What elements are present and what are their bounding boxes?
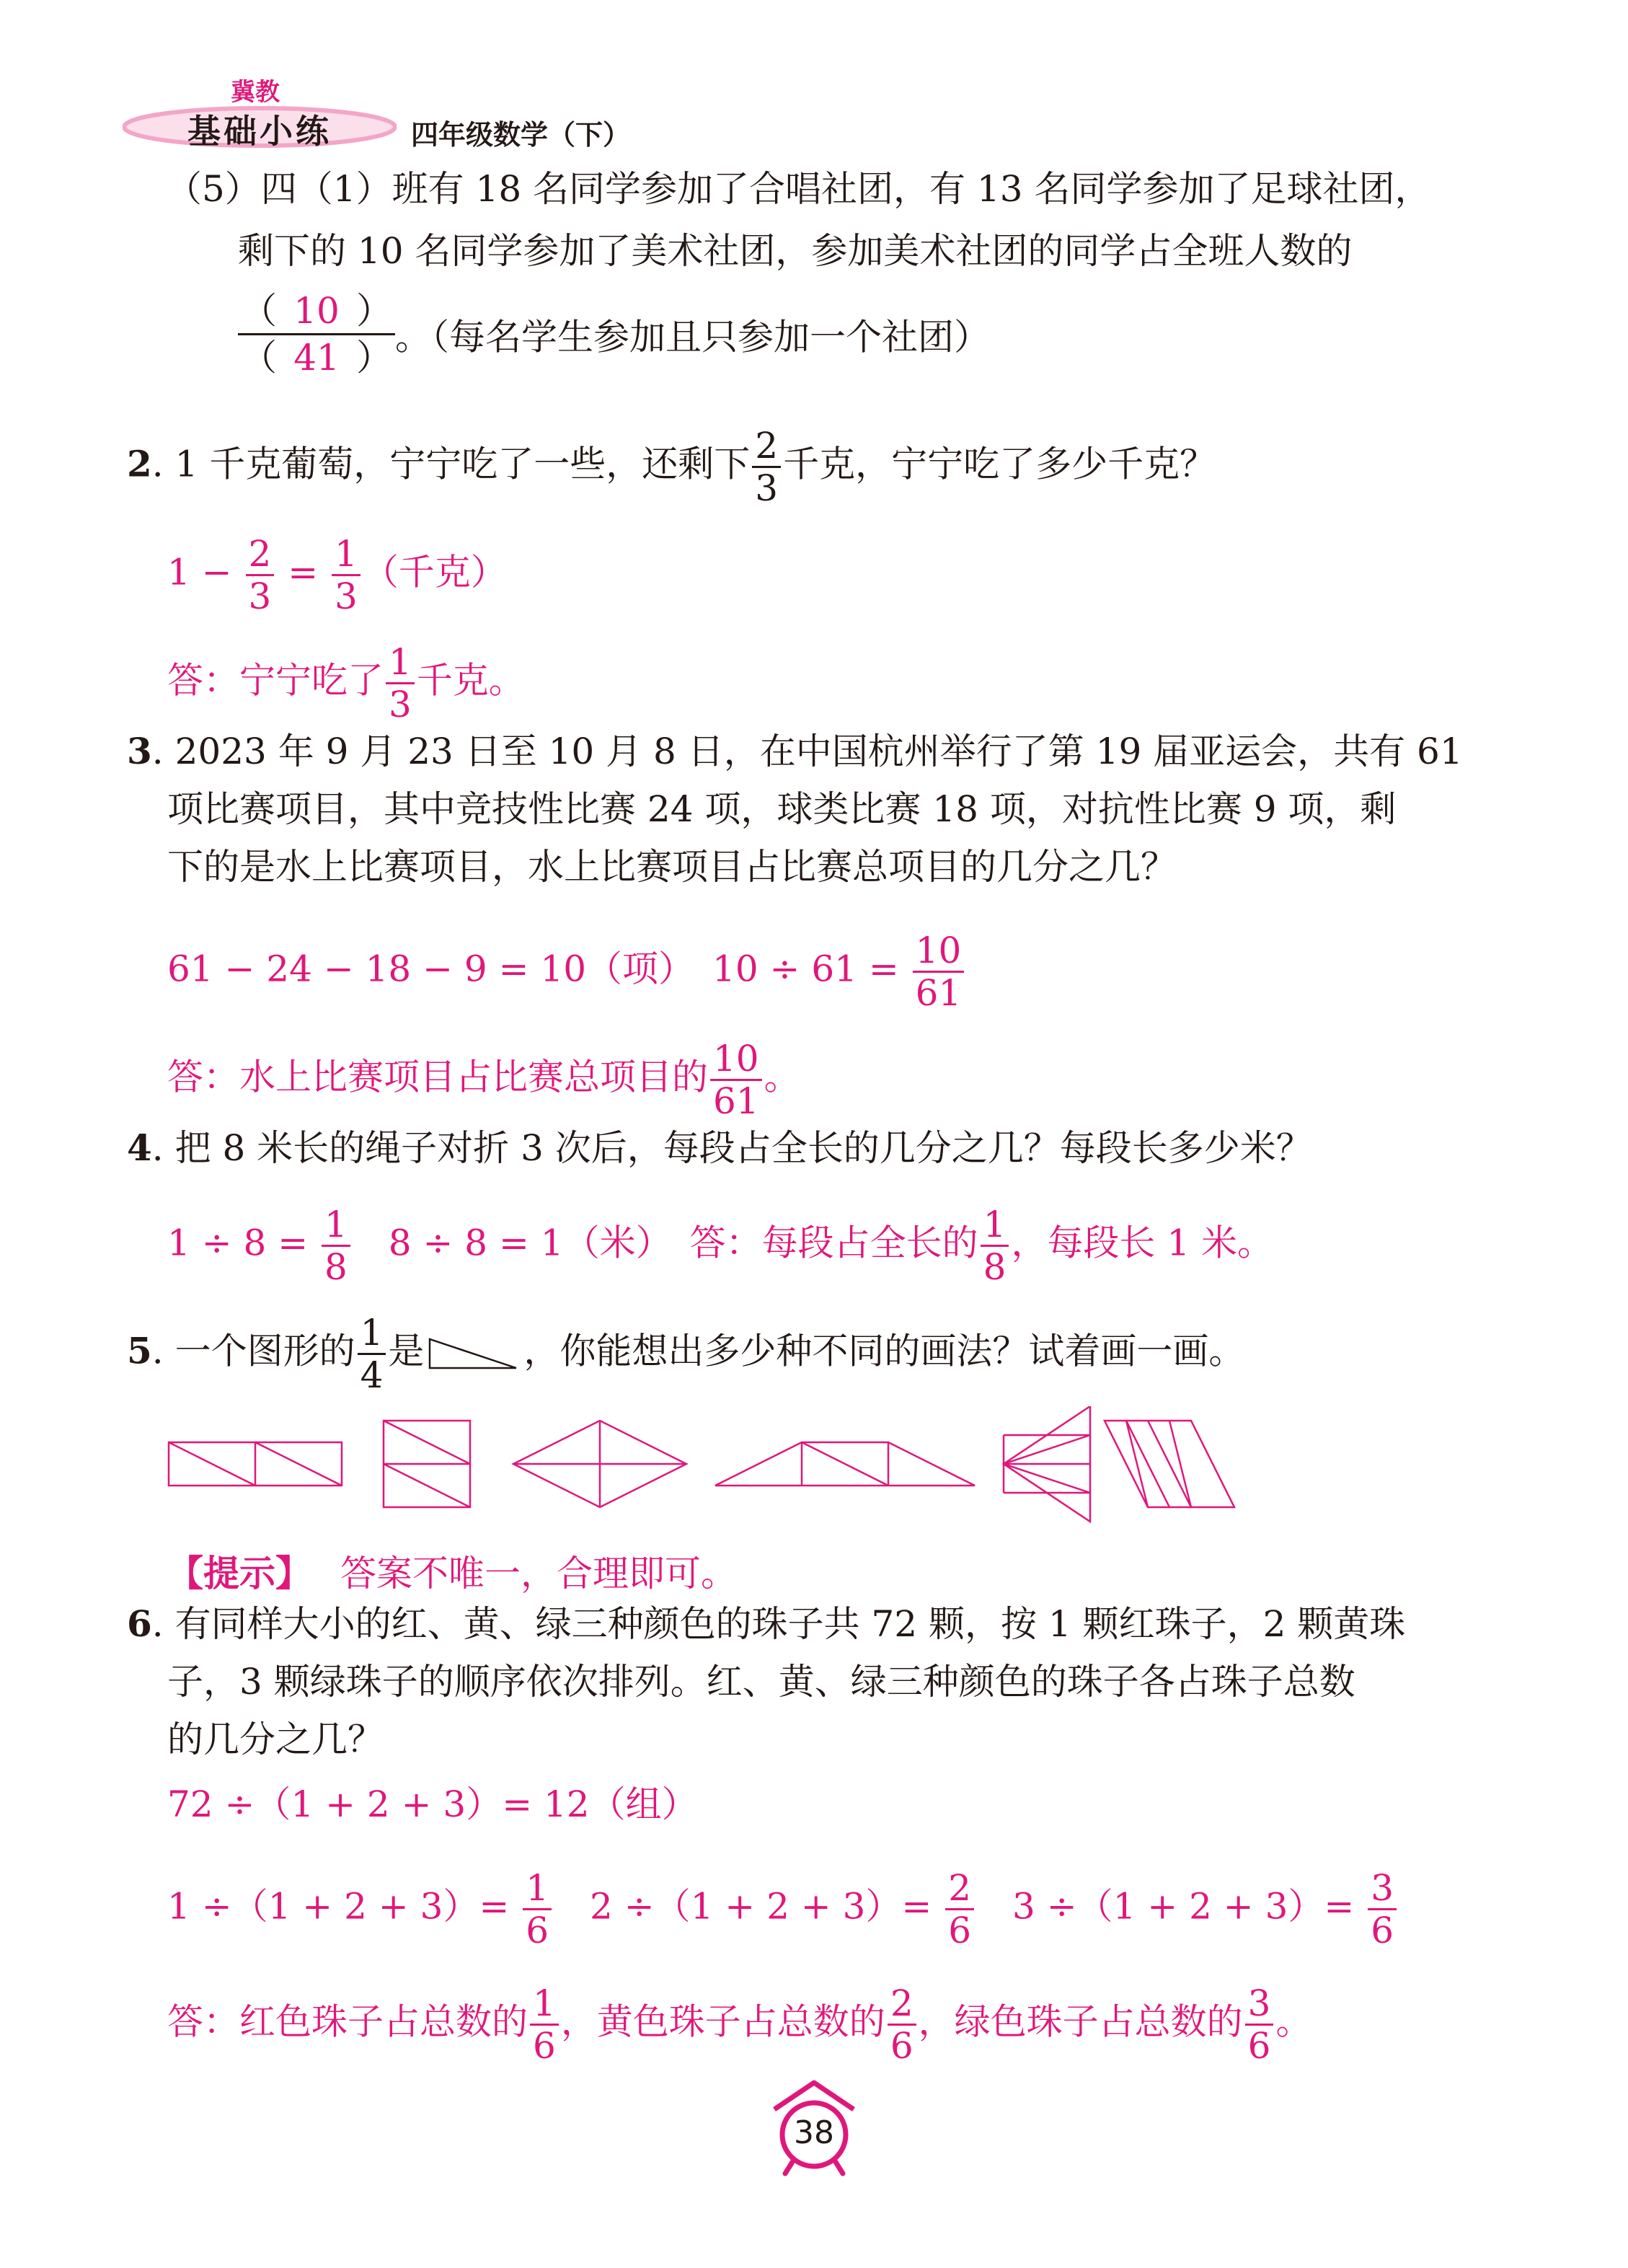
q2-calc-fraction-1: $\frac{2}{3}$ <box>246 534 275 617</box>
q4-calc-a: 1 ÷ 8 = <box>167 1222 319 1264</box>
q1-5-note: 。（每名学生参加且只参加一个社团） <box>395 316 990 358</box>
q2-text-a: . 1 千克葡萄，宁宁吃了一些，还剩下 <box>151 443 751 485</box>
header-subject: 四年级数学（下） <box>411 119 631 151</box>
q5-hint-tag: 【提示】 <box>167 1553 311 1594</box>
question-3 <box>127 728 1533 1122</box>
q1-5-label: （5） <box>166 168 261 210</box>
q2-number: 2 <box>127 442 152 485</box>
q5-number: 5 <box>127 1329 152 1372</box>
page-number-badge <box>767 2077 861 2178</box>
q1-5-answer-numerator: 10 <box>293 290 340 332</box>
q5-text-b: 是 <box>388 1330 425 1372</box>
q1-5-answer-denominator: 41 <box>293 337 340 379</box>
q6-text-line2: 子，3 颗绿珠子的顺序依次排列。红、黄、绿三种颜色的珠子各占珠子总数 <box>167 1661 1355 1703</box>
q3-number: 3 <box>127 730 152 772</box>
q5-hint-text: 答案不唯一，合理即可。 <box>340 1553 737 1594</box>
q6-text-line3: 的几分之几？ <box>167 1718 384 1760</box>
q4-calc-b: 8 ÷ 8 = 1（米） 答：每段占全长的 <box>352 1222 978 1264</box>
q3-answer-fraction: $\frac{10}{61}$ <box>710 1038 762 1121</box>
q4-text: . 把 8 米长的绳子对折 3 次后，每段占全长的几分之几？每段长多少米？ <box>151 1127 1312 1169</box>
q2-answer-fraction: $\frac{1}{3}$ <box>386 642 415 725</box>
header-series: 基础小练 <box>187 112 332 151</box>
q6-answer-fraction-green: $\frac{3}{6}$ <box>1245 1983 1274 2066</box>
question-6: 6. 有同样大小的红、黄、绿三种颜色的珠子共 72 颗，按 1 颗红珠子，2 颗黄珠 子，3 颗绿珠子的顺序依次排列。红、黄、绿三种颜色的珠子各占珠子总数 的几分之几？ 72 ÷（1 + 2 + 3）= 12（组） 1 ÷（1 + 2 + 3）= $\frac{1}{6}$ 2 ÷（1 + 2 + 3）= $\frac{2}{6}$ 3 ÷（1 + 2 + 3）= $\frac{3}{6}$ 答：红色珠子占总数的 $\frac{1}{6}$ ，黄色珠子占总数的 $\frac{2}{6}$ ，绿色珠子占总数的 $\frac{3}{6}$ 。 <box>127 1602 1406 2067</box>
q3-calc-fraction: $\frac{10}{61}$ <box>913 930 965 1013</box>
header-edition: 冀教 <box>231 78 280 107</box>
q6-calc-fraction-red: $\frac{1}{6}$ <box>523 1868 552 1951</box>
question-2: 2. 1 千克葡萄，宁宁吃了一些，还剩下 $\frac{2}{3}$ 千克，宁宁吃了多少千克？ 1 − $\frac{2}{3}$ = $\frac{1}{3}$ （千克） 答：宁宁吃了 $\frac{1}{3}$ 千克。 <box>127 425 1216 725</box>
q5-text-a: . 一个图形的 <box>151 1330 355 1372</box>
question-4 <box>127 1125 1533 1288</box>
drawing-rhombus <box>513 1421 686 1507</box>
q2-calc-fraction-2: $\frac{1}{3}$ <box>332 534 360 617</box>
drawing-rectangle-horizontal <box>169 1442 342 1486</box>
q3-text-line2: 项比赛项目，其中竞技性比赛 24 项，球类比赛 18 项，对抗性比赛 9 项，剩 <box>167 788 1397 830</box>
q6-calc-fraction-green: $\frac{3}{6}$ <box>1368 1868 1397 1951</box>
drawing-trapezoid <box>715 1442 975 1486</box>
q1-5-text-line1: 四（1）班有 18 名同学参加了合唱社团，有 13 名同学参加了足球社团， <box>260 168 1431 210</box>
q4-answer-b: ，每段长 1 米。 <box>1011 1222 1274 1264</box>
drawing-rectangle-vertical <box>384 1421 470 1507</box>
q2-fraction: $\frac{2}{3}$ <box>752 425 781 508</box>
question-1-5 <box>166 166 1536 397</box>
q3-answer-a: 答：水上比赛项目占比赛总项目的 <box>167 1056 708 1098</box>
q5-text-c: ，你能想出多少种不同的画法？试着画一画。 <box>523 1330 1245 1372</box>
q2-calc-a: 1 − <box>167 551 244 594</box>
q6-number: 6 <box>127 1602 152 1645</box>
triangle-shape <box>427 1336 521 1372</box>
q3-calc-a: 61 − 24 − 18 − 9 = 10（项） 10 ÷ 61 = <box>167 948 911 990</box>
q2-answer-a: 答：宁宁吃了 <box>167 659 384 702</box>
q4-answer-fraction: $\frac{1}{8}$ <box>981 1204 1009 1287</box>
drawing-parallelogram <box>1105 1421 1234 1507</box>
q6-calc-1: 72 ÷（1 + 2 + 3）= 12（组） <box>167 1783 698 1825</box>
q3-text-line3: 下的是水上比赛项目，水上比赛项目占比赛总项目的几分之几？ <box>167 846 1177 888</box>
q4-calc-fraction: $\frac{1}{8}$ <box>322 1204 350 1287</box>
q3-text-line1: . 2023 年 9 月 23 日至 10 月 8 日，在中国杭州举行了第 19 届亚运会，共有 61 <box>151 731 1463 772</box>
q6-answer-fraction-yellow: $\frac{2}{6}$ <box>888 1983 916 2066</box>
q6-answer-fraction-red: $\frac{1}{6}$ <box>530 1983 559 2066</box>
q6-text-line1: . 有同样大小的红、黄、绿三种颜色的珠子共 72 颗，按 1 颗红珠子，2 颗黄珠 <box>151 1603 1406 1645</box>
q2-calc-b: （千克） <box>362 551 507 594</box>
q1-5-text-line2: 剩下的 10 名同学参加了美术社团，参加美术社团的同学占全班人数的 <box>238 230 1353 272</box>
q1-5-answer-fraction: $\frac{( 10 )}{( 41 )}$ <box>238 288 395 380</box>
q3-answer-b: 。 <box>764 1056 800 1098</box>
header <box>123 72 699 151</box>
q5-fraction: $\frac{1}{4}$ <box>358 1312 386 1395</box>
drawing-large-triangle <box>1004 1406 1090 1522</box>
q6-calc-fraction-yellow: $\frac{2}{6}$ <box>945 1868 974 1951</box>
q2-answer-b: 千克。 <box>416 659 525 702</box>
q2-text-b: 千克，宁宁吃了多少千克？ <box>783 443 1216 485</box>
question-5 <box>127 1305 1533 1608</box>
q5-drawings <box>167 1406 1393 1536</box>
page-number: 38 <box>794 2114 834 2151</box>
q4-number: 4 <box>127 1126 152 1169</box>
